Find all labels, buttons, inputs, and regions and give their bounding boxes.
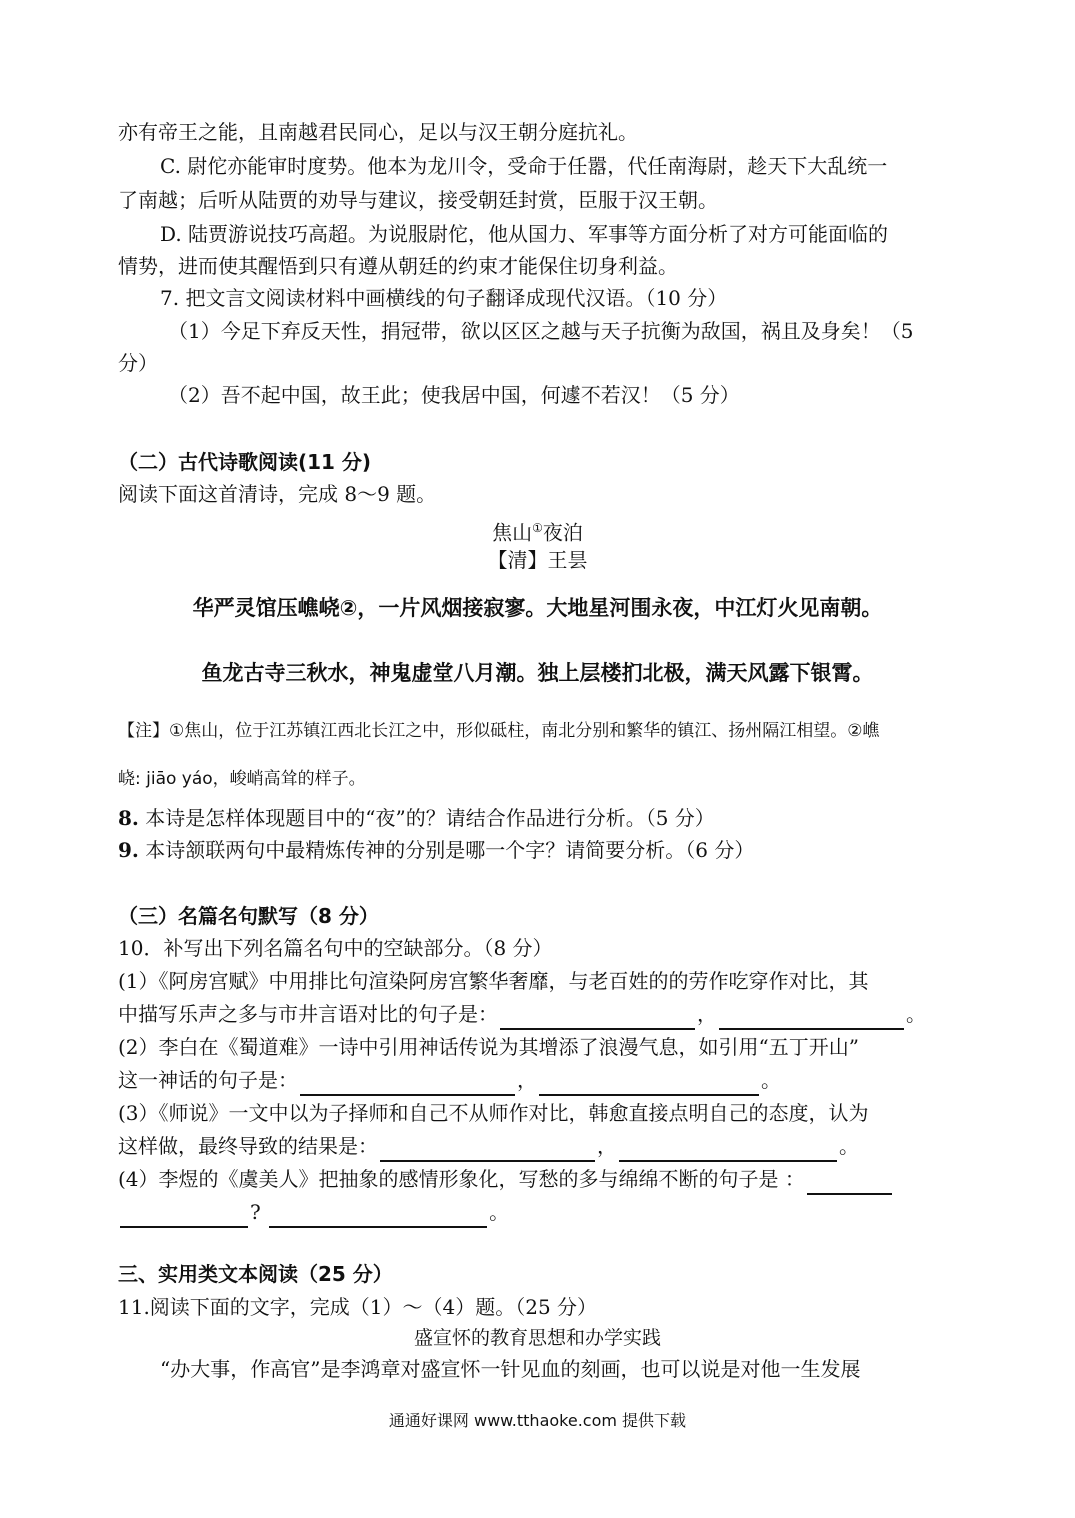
answer-blank[interactable] [120, 1204, 248, 1228]
answer-blank[interactable] [619, 1138, 837, 1162]
item-3: (3）《师说》一文中以为子择师和自己不从师作对比，韩愈直接点明自己的态度，认为 [118, 1101, 869, 1125]
punct: 。 [761, 1068, 781, 1092]
answer-blank[interactable] [300, 1072, 515, 1096]
poem-line-1: 华严灵馆压嶕峣②，一片风烟接寂寥。大地星河围永夜，中江灯火见南朝。 [192, 596, 883, 620]
footnote-marker: ① [532, 521, 543, 535]
poem-author: 【清】王昙 [487, 548, 588, 572]
question-7-2: （2）吾不起中国，故王此；使我居中国，何遽不若汉！（5 分） [168, 383, 740, 407]
question-text: 本诗颔联两句中最精炼传神的分别是哪一个字？请简要分析。（6 分） [145, 838, 755, 862]
section-heading-recitation: （三）名篇名句默写（8 分） [118, 904, 379, 928]
item-1: (1）《阿房宫赋》中用排比句渲染阿房宫繁华奢靡，与老百姓的的劳作吃穿作对比，其 [118, 969, 869, 993]
poem-note-cont: 峣: jiāo yáo，峻峭高耸的样子。 [118, 769, 366, 789]
prompt-text: (4）李煜的《虞美人》把抽象的感情形象化，写愁的多与绵绵不断的句子是 ： [118, 1167, 805, 1191]
poem-line-2: 鱼龙古寺三秋水，神鬼虚堂八月潮。独上层楼扪北极，满天风露下银霄。 [201, 661, 874, 685]
option-c-line: C. 尉佗亦能审时度势。他本为龙川令，受命于任嚣，代任南海尉，趁天下大乱统一 [160, 154, 888, 178]
page-footer: 通通好课网 www.tthaoke.com 提供下载 [388, 1411, 687, 1430]
paragraph-line: 亦有帝王之能，且南越君民同心，足以与汉王朝分庭抗礼。 [118, 120, 638, 144]
poem-title-text: 焦山 [492, 520, 533, 545]
item-3-answer [118, 1130, 958, 1162]
section-heading-poetry: （二）古代诗歌阅读(11 分) [118, 450, 372, 474]
punct: 。 [489, 1200, 510, 1224]
answer-blank[interactable] [269, 1204, 487, 1228]
item-4 [118, 1163, 958, 1195]
item-2-answer [118, 1064, 958, 1096]
paragraph-line: 了南越；后听从陆贾的劝导与建议，接受朝廷封赏，臣服于汉王朝。 [118, 188, 718, 212]
prompt-text: 中描写乐声之多与市井言语对比的句子是： [118, 1002, 498, 1026]
punct: ， [697, 1002, 717, 1026]
answer-blank[interactable] [539, 1072, 759, 1096]
punct: ， [517, 1068, 537, 1092]
punct: 。 [906, 1002, 926, 1026]
question-text: 本诗是怎样体现题目中的“夜”的？请结合作品进行分析。（5 分） [145, 806, 715, 830]
punct: 。 [839, 1134, 859, 1158]
answer-blank[interactable] [380, 1138, 595, 1162]
item-1-answer [118, 998, 958, 1030]
question-8 [118, 802, 958, 834]
answer-blank[interactable] [719, 1006, 904, 1030]
question-7: 7. 把文言文阅读材料中画横线的句子翻译成现代汉语。（10 分） [160, 286, 728, 310]
punct: ， [597, 1134, 617, 1158]
item-2: (2）李白在《蜀道难》一诗中引用神话传说为其增添了浪漫气息，如引用“五丁开山” [118, 1035, 859, 1059]
answer-blank[interactable] [500, 1006, 695, 1030]
poem-note: 【注】①焦山，位于江苏镇江西北长江之中，形似砥柱，南北分别和繁华的镇江、扬州隔江相望。②嶕 [118, 721, 880, 741]
paragraph-line: 情势，进而使其醒悟到只有遵从朝廷的约束才能保住切身利益。 [118, 254, 678, 278]
question-7-1: （1）今足下弃反天性，捐冠带，欲以区区之越与天子抗衡为敌国，祸且及身矣！（5 [168, 319, 914, 343]
article-paragraph: “办大事，作高官”是李鸿章对盛宣怀一针见血的刻画，也可以说是对他一生发展 [160, 1357, 861, 1381]
question-number: 8. [118, 806, 139, 830]
question-11: 11.阅读下面的文字，完成（1）～（4）题。（25 分） [118, 1295, 598, 1319]
section-heading-practical: 三、实用类文本阅读（25 分） [118, 1262, 393, 1286]
option-d-line: D. 陆贾游说技巧高超。为说服尉佗，他从国力、军事等方面分析了对方可能面临的 [160, 222, 889, 246]
prompt-text: 这一神话的句子是： [118, 1068, 298, 1092]
item-4-answer [118, 1196, 958, 1228]
prompt-text: 这样做，最终导致的结果是： [118, 1134, 378, 1158]
question-7-1-cont: 分） [118, 351, 158, 375]
poetry-intro: 阅读下面这首清诗，完成 8～9 题。 [118, 482, 437, 506]
question-number: 9. [118, 838, 139, 862]
answer-blank[interactable] [807, 1171, 892, 1195]
poem-title-text: 夜泊 [542, 520, 583, 545]
punct: ? [250, 1200, 261, 1224]
article-title: 盛宣怀的教育思想和办学实践 [413, 1327, 661, 1349]
question-10: 10．补写出下列名篇名句中的空缺部分。（8 分） [118, 936, 553, 960]
question-9 [118, 834, 958, 866]
